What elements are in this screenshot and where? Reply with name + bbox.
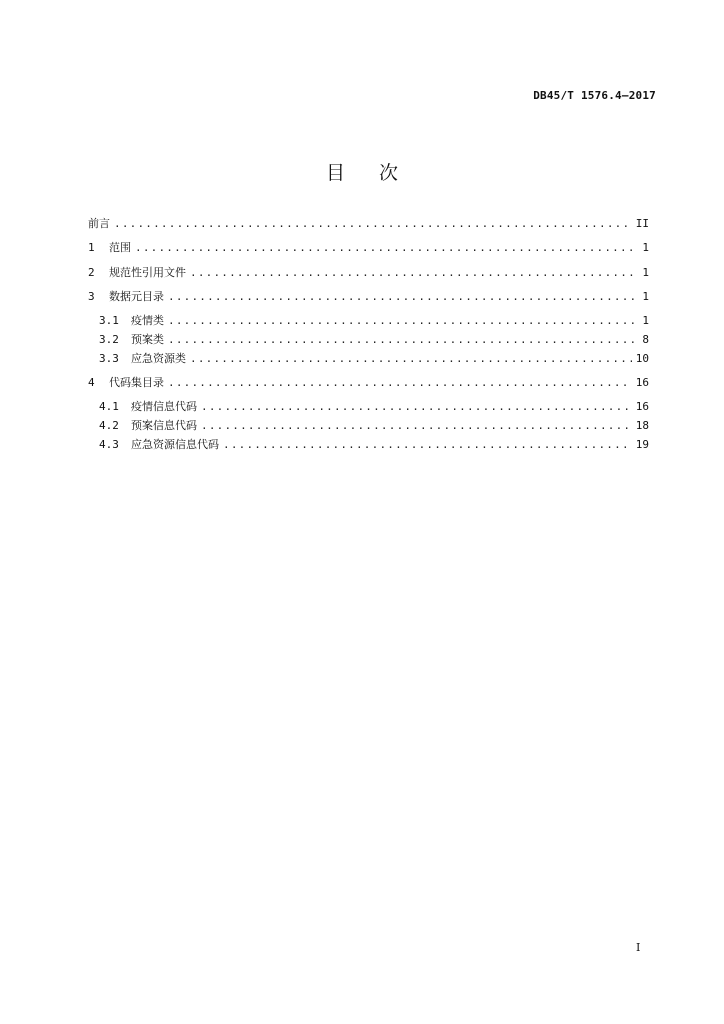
toc-entry-label: 数据元目录 — [109, 290, 164, 303]
toc-entry-label: 范围 — [109, 241, 131, 254]
toc-entry[interactable] — [88, 266, 649, 279]
toc-entry-page: 1 — [642, 266, 649, 279]
toc-entry[interactable] — [88, 438, 649, 451]
toc-leader-dots — [135, 241, 638, 254]
toc-leader-dots — [114, 217, 632, 230]
toc-entry[interactable] — [88, 376, 649, 389]
toc-entry-label: 预案信息代码 — [131, 419, 197, 432]
toc-entry-page: 10 — [635, 352, 649, 365]
toc-entry-label: 前言 — [88, 217, 110, 230]
toc-entry-label: 应急资源类 — [131, 352, 186, 365]
toc-entry-page: 1 — [642, 241, 649, 254]
toc-entry-page: 1 — [642, 290, 649, 303]
toc-entry-label: 预案类 — [131, 333, 164, 346]
toc-entry[interactable] — [88, 241, 649, 254]
toc-leader-dots — [168, 314, 638, 327]
table-of-contents — [88, 217, 649, 451]
toc-entry-page: 19 — [635, 438, 649, 451]
toc-entry-label: 疫情信息代码 — [131, 400, 197, 413]
toc-entry[interactable] — [88, 333, 649, 346]
toc-entry-page: 1 — [642, 314, 649, 327]
toc-entry-page: 16 — [635, 400, 649, 413]
toc-title: 目次 — [325, 162, 432, 184]
toc-leader-dots — [168, 333, 638, 346]
toc-entry[interactable] — [88, 290, 649, 303]
toc-leader-dots — [201, 400, 632, 413]
toc-leader-dots — [168, 290, 638, 303]
toc-entry-number: 3.1 — [99, 314, 119, 327]
toc-leader-dots — [190, 266, 638, 279]
toc-leader-dots — [168, 376, 632, 389]
toc-entry-label: 应急资源信息代码 — [131, 438, 219, 451]
toc-entry[interactable] — [88, 217, 649, 230]
toc-entry-number: 3 — [88, 290, 95, 303]
toc-entry[interactable] — [88, 314, 649, 327]
toc-entry-page: 16 — [635, 376, 649, 389]
toc-leader-dots — [223, 438, 632, 451]
toc-entry-number: 3.2 — [99, 333, 119, 346]
page-number: I — [636, 941, 641, 954]
toc-entry-label: 代码集目录 — [109, 376, 164, 389]
toc-entry-page: 18 — [635, 419, 649, 432]
toc-entry-number: 1 — [88, 241, 95, 254]
toc-entry-page: 8 — [642, 333, 649, 346]
toc-entry[interactable] — [88, 419, 649, 432]
toc-entry-label: 疫情类 — [131, 314, 164, 327]
toc-entry-number: 3.3 — [99, 352, 119, 365]
toc-entry[interactable] — [88, 352, 649, 365]
toc-leader-dots — [201, 419, 632, 432]
toc-entry-number: 4 — [88, 376, 95, 389]
toc-entry[interactable] — [88, 400, 649, 413]
document-code: DB45/T 1576.4—2017 — [533, 89, 656, 102]
toc-entry-number: 4.1 — [99, 400, 119, 413]
toc-entry-number: 4.3 — [99, 438, 119, 451]
toc-entry-number: 4.2 — [99, 419, 119, 432]
toc-leader-dots — [190, 352, 632, 365]
toc-entry-number: 2 — [88, 266, 95, 279]
toc-entry-label: 规范性引用文件 — [109, 266, 186, 279]
toc-entry-page: II — [635, 217, 649, 230]
